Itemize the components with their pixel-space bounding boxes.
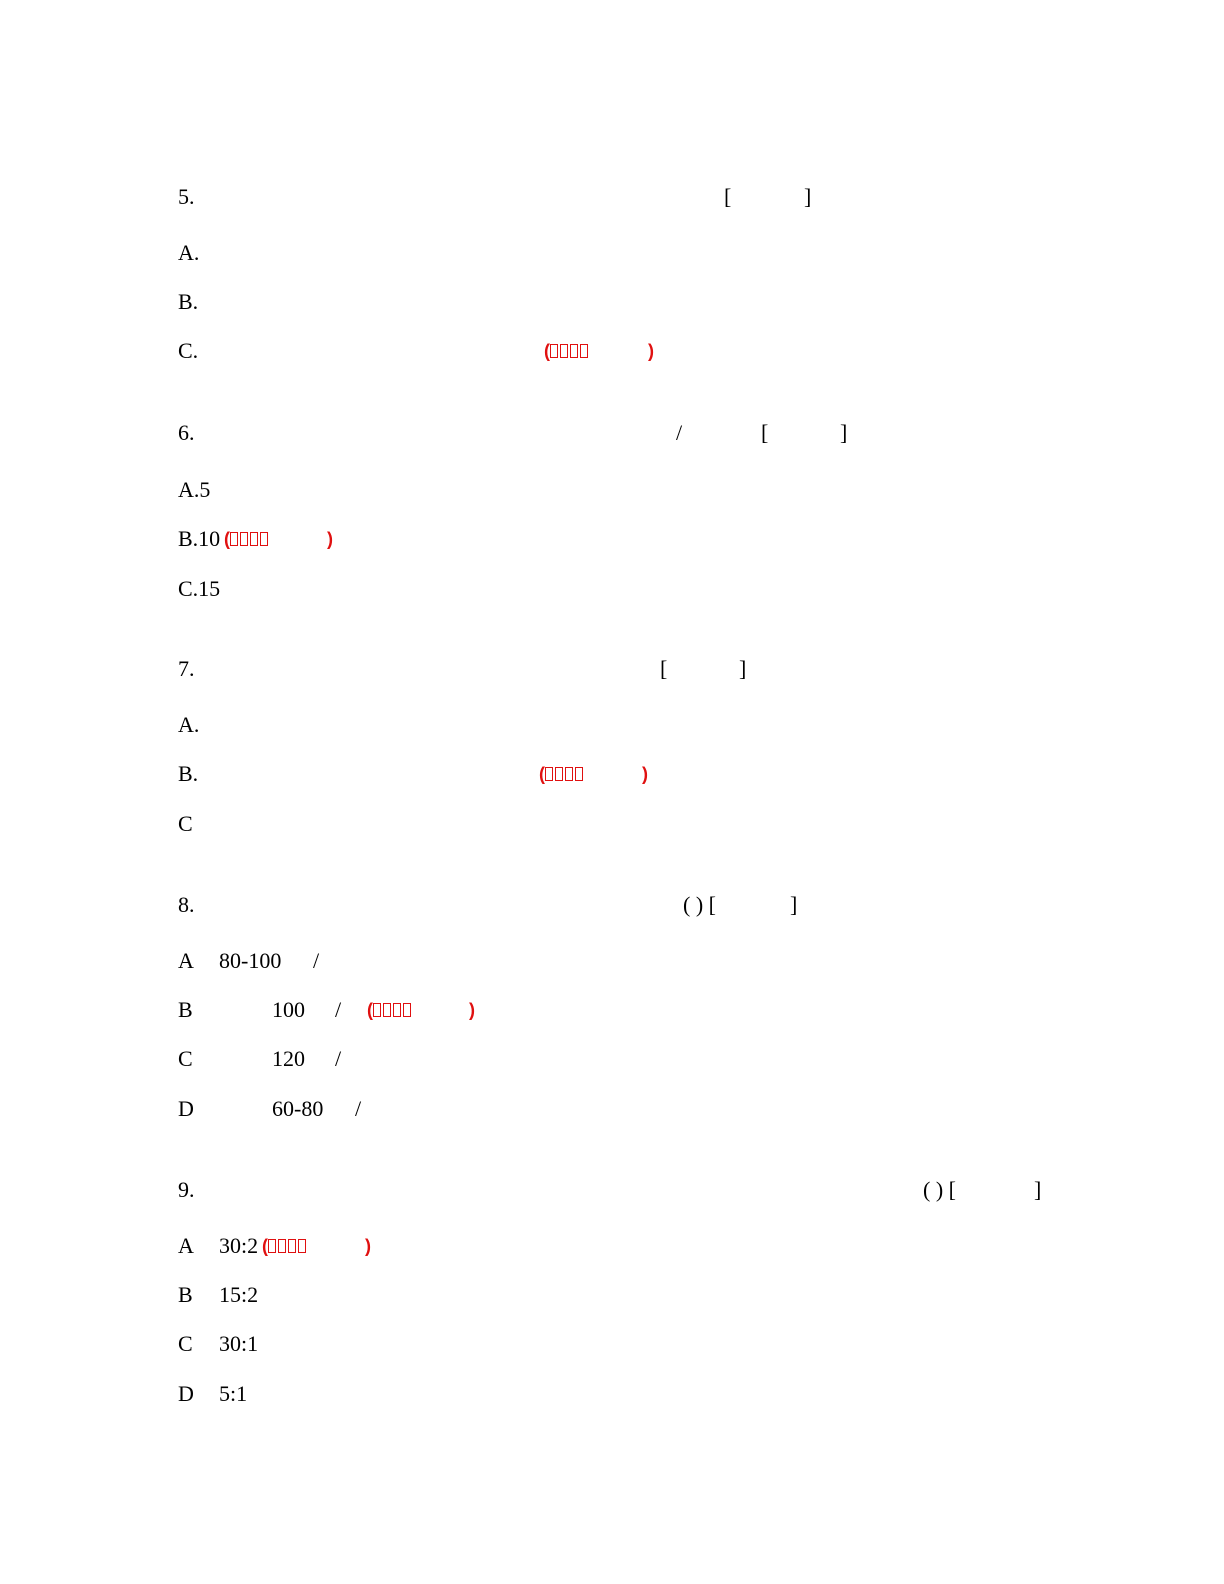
- option-c: C.15: [178, 576, 221, 601]
- question-number: 7.: [178, 656, 195, 681]
- option-c-value: 30:1: [219, 1331, 259, 1356]
- answer-marker: [262, 1233, 308, 1259]
- option-b: B.: [178, 289, 199, 314]
- option-d-letter: D: [178, 1096, 194, 1121]
- answer-close-paren: ): [365, 1236, 371, 1256]
- option-c-letter: C: [178, 1046, 193, 1071]
- option-c-value: 120: [272, 1046, 305, 1071]
- option-c: C: [178, 811, 193, 836]
- option-a-letter: A: [178, 1233, 194, 1258]
- bracket-close: ]: [1034, 1177, 1042, 1202]
- paren-bracket-open: ( ) [: [683, 892, 716, 917]
- bracket-open: [: [660, 656, 668, 681]
- option-a: A.: [178, 240, 200, 265]
- option-b: B.10: [178, 526, 221, 551]
- paren-bracket-open: ( ) [: [923, 1177, 956, 1202]
- answer-open-paren: (: [224, 529, 230, 549]
- answer-close-paren: ): [648, 341, 654, 361]
- answer-open-paren: (: [262, 1236, 268, 1256]
- bracket-close: ]: [739, 656, 747, 681]
- option-b-letter: B: [178, 1282, 193, 1307]
- bracket-open: [: [724, 184, 732, 209]
- bracket-close: ]: [804, 184, 812, 209]
- answer-glyph-boxes: [550, 341, 590, 361]
- answer-marker: [367, 997, 413, 1023]
- answer-open-paren: (: [539, 764, 545, 784]
- option-b-letter: B: [178, 997, 193, 1022]
- option-a: A.5: [178, 477, 211, 502]
- option-c-letter: C: [178, 1331, 193, 1356]
- question-number: 9.: [178, 1177, 195, 1202]
- answer-glyph-boxes: [373, 1000, 413, 1020]
- option-b: B.: [178, 761, 199, 786]
- question-number: 5.: [178, 184, 195, 209]
- option-b-unit: /: [335, 997, 342, 1022]
- answer-open-paren: (: [544, 341, 550, 361]
- option-c-unit: /: [335, 1046, 342, 1071]
- answer-marker: [224, 526, 270, 552]
- bracket-close: ]: [840, 420, 848, 445]
- bracket-open: [: [761, 420, 769, 445]
- question-number: 8.: [178, 892, 195, 917]
- question-number: 6.: [178, 420, 195, 445]
- answer-glyph-boxes: [230, 529, 270, 549]
- option-a-value: 30:2: [219, 1233, 259, 1258]
- option-a: A.: [178, 712, 200, 737]
- bracket-close: ]: [790, 892, 798, 917]
- option-d-unit: /: [355, 1096, 362, 1121]
- answer-close-paren: ): [469, 1000, 475, 1020]
- option-c: C.: [178, 338, 199, 363]
- option-b-value: 15:2: [219, 1282, 259, 1307]
- option-d-letter: D: [178, 1381, 194, 1406]
- answer-glyph-boxes: [545, 764, 585, 784]
- slash: /: [676, 420, 683, 445]
- answer-close-paren: ): [327, 529, 333, 549]
- answer-open-paren: (: [367, 1000, 373, 1020]
- answer-close-paren: ): [642, 764, 648, 784]
- option-d-value: 60-80: [272, 1096, 324, 1121]
- answer-marker: [539, 761, 585, 787]
- option-d-value: 5:1: [219, 1381, 248, 1406]
- answer-marker: [544, 338, 590, 364]
- option-a-letter: A: [178, 948, 194, 973]
- option-a-unit: /: [313, 948, 320, 973]
- option-b-value: 100: [272, 997, 305, 1022]
- answer-glyph-boxes: [268, 1236, 308, 1256]
- option-a-value: 80-100: [219, 948, 282, 973]
